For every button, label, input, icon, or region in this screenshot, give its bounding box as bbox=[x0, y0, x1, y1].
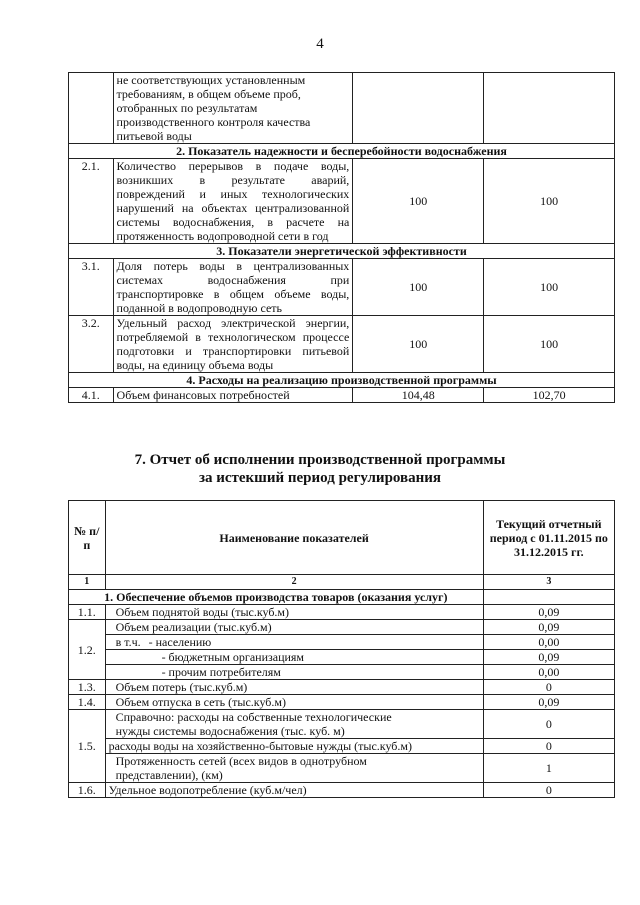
row-value: 0 bbox=[483, 680, 614, 695]
report-title bbox=[0, 451, 640, 487]
colnum-3: 3 bbox=[483, 575, 614, 590]
row-name: Объем реализации (тыс.куб.м) bbox=[105, 620, 483, 635]
table-row bbox=[69, 73, 615, 144]
value-cell: 100 bbox=[353, 316, 484, 373]
value-cell: 100 bbox=[353, 259, 484, 316]
section-row bbox=[69, 144, 615, 159]
row-value: 0,00 bbox=[483, 665, 614, 680]
row-name: Протяженность сетей (всех видов в однотрубном представлении), (км) bbox=[105, 754, 483, 783]
report-title-line-2: за истекший период регулирования bbox=[198, 470, 442, 486]
header-num: № п/п bbox=[69, 501, 106, 575]
section-2-title: 2. Показатель надежности и бесперебойности водоснабжения bbox=[69, 144, 615, 159]
row-name: Объем отпуска в сеть (тыс.куб.м) bbox=[105, 695, 483, 710]
row-name: Справочно: расходы на собственные технологические нужды системы водоснабжения (тыс. куб. м) bbox=[105, 710, 483, 739]
row-text: Удельный расход электрической энергии, потребляемой в технологическом процессе подготовки и транспортировки питьевой воды, на единицу объема воды bbox=[113, 316, 353, 373]
value-cell: 100 bbox=[484, 259, 615, 316]
row-value: 0,09 bbox=[483, 605, 614, 620]
header-period: Текущий отчетный период с 01.11.2015 по 31.12.2015 гг. bbox=[483, 501, 614, 575]
row-text: Доля потерь воды в централизованных системах водоснабжения при транспортировке в общем объеме воды, поданной в водопроводную сеть bbox=[113, 259, 353, 316]
table-row bbox=[69, 710, 615, 739]
row-name: - бюджетным организациям bbox=[105, 650, 483, 665]
row-text: Объем финансовых потребностей bbox=[113, 388, 353, 403]
table-row bbox=[69, 754, 615, 783]
row-value: 0,09 bbox=[483, 620, 614, 635]
row-value: 1 bbox=[483, 754, 614, 783]
table-row bbox=[69, 665, 615, 680]
continued-text: не соответствующих установленным требованиям, в общем объеме проб, отобранных по результатам производственного контроля качества питьевой воды bbox=[113, 73, 353, 144]
section-1-title: 1. Обеспечение объемов производства товаров (оказания услуг) bbox=[69, 590, 484, 605]
sub-item-label: - населению bbox=[148, 635, 212, 649]
table-row bbox=[69, 695, 615, 710]
value-cell: 100 bbox=[484, 159, 615, 244]
table-row bbox=[69, 650, 615, 665]
colnum-2: 2 bbox=[105, 575, 483, 590]
table-row bbox=[69, 635, 615, 650]
section-3-title: 3. Показатели энергетической эффективности bbox=[69, 244, 615, 259]
row-value: 0,09 bbox=[483, 695, 614, 710]
row-value: 0 bbox=[483, 710, 614, 739]
indicators-table bbox=[68, 72, 615, 403]
table-row bbox=[69, 605, 615, 620]
row-number: 1.2. bbox=[69, 620, 106, 680]
row-name: расходы воды на хозяйственно-бытовые нужды (тыс.куб.м) bbox=[105, 739, 483, 754]
row-name: Объем потерь (тыс.куб.м) bbox=[105, 680, 483, 695]
row-number: 3.1. bbox=[69, 259, 114, 316]
report-table bbox=[68, 500, 615, 798]
table-row bbox=[69, 783, 615, 798]
row-number: 1.1. bbox=[69, 605, 106, 620]
row-name: Удельное водопотребление (куб.м/чел) bbox=[105, 783, 483, 798]
row-value: 0,09 bbox=[483, 650, 614, 665]
table-row bbox=[69, 680, 615, 695]
section-4-title: 4. Расходы на реализацию производственной программы bbox=[69, 373, 615, 388]
row-number: 1.3. bbox=[69, 680, 106, 695]
section-row bbox=[69, 373, 615, 388]
row-number: 4.1. bbox=[69, 388, 114, 403]
row-number: 3.2. bbox=[69, 316, 114, 373]
row-number: 1.6. bbox=[69, 783, 106, 798]
section-row bbox=[69, 244, 615, 259]
section-row bbox=[69, 590, 615, 605]
row-number: 2.1. bbox=[69, 159, 114, 244]
colnum-1: 1 bbox=[69, 575, 106, 590]
row-number: 1.5. bbox=[69, 710, 106, 783]
table-row bbox=[69, 316, 615, 373]
table-row bbox=[69, 739, 615, 754]
table-row bbox=[69, 388, 615, 403]
value-cell: 100 bbox=[353, 159, 484, 244]
table-row bbox=[69, 159, 615, 244]
row-name bbox=[105, 635, 483, 650]
row-text: Количество перерывов в подаче воды, возникших в результате аварий, повреждений и иных технологических нарушений на объектах централизованной системы водоснабжения, в расчете на протяженность водопроводной сети в год bbox=[113, 159, 353, 244]
row-value: 0 bbox=[483, 739, 614, 754]
column-number-row bbox=[69, 575, 615, 590]
page-number: 4 bbox=[316, 36, 324, 52]
value-cell: 102,70 bbox=[484, 388, 615, 403]
row-value: 0,00 bbox=[483, 635, 614, 650]
table-row bbox=[69, 620, 615, 635]
row-number: 1.4. bbox=[69, 695, 106, 710]
row-value: 0 bbox=[483, 783, 614, 798]
report-title-line-1: 7. Отчет об исполнении производственной программы bbox=[134, 452, 506, 468]
header-name: Наименование показателей bbox=[105, 501, 483, 575]
row-name: - прочим потребителям bbox=[105, 665, 483, 680]
num-cell bbox=[69, 73, 114, 144]
header-row bbox=[69, 501, 615, 575]
value-cell: 104,48 bbox=[353, 388, 484, 403]
row-name: Объем поднятой воды (тыс.куб.м) bbox=[105, 605, 483, 620]
table-row bbox=[69, 259, 615, 316]
value-cell: 100 bbox=[484, 316, 615, 373]
prefix-label: в т.ч. bbox=[115, 635, 141, 649]
